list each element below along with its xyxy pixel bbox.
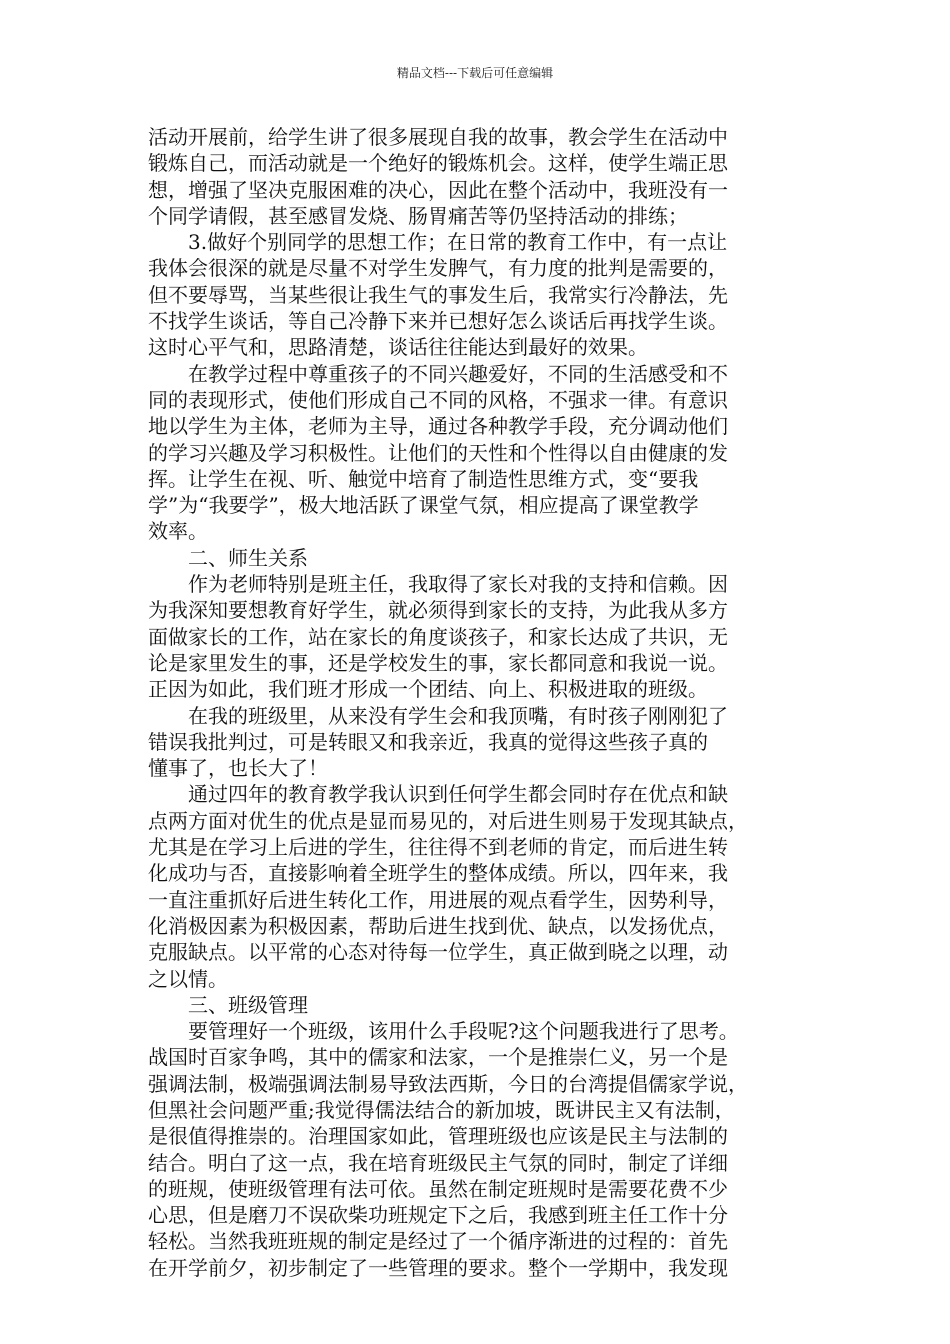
text-line: 尤其是在学习上后进的学生，往往得不到老师的肯定，而后进生转 xyxy=(148,835,728,860)
text-line: 学”为“我要学”，极大地活跃了课堂气氛，相应提高了课堂教学 xyxy=(148,493,699,518)
text-line: 是很值得推崇的。治理国家如此，管理班级也应该是民主与法制的 xyxy=(148,1124,728,1149)
text-line: 个同学请假，甚至感冒发烧、肠胃痛苦等仍坚持活动的排练； xyxy=(148,203,688,228)
text-line: 的学习兴趣及学习积极性。让他们的天性和个性得以自由健康的发 xyxy=(148,440,728,465)
text-line: 结合。明白了这一点，我在培育班级民主气氛的同时，制定了详细 xyxy=(148,1150,728,1175)
text-line: 懂事了，也长大了！ xyxy=(148,756,328,781)
text-line: 之以情。 xyxy=(148,966,228,991)
text-line: 要管理好一个班级，该用什么手段呢?这个问题我进行了思考。 xyxy=(188,1019,739,1044)
text-line: 在开学前夕，初步制定了一些管理的要求。整个一学期中，我发现 xyxy=(148,1255,728,1280)
text-line: 三、班级管理 xyxy=(188,992,308,1017)
text-line: 论是家里发生的事，还是学校发生的事，家长都同意和我说一说。 xyxy=(148,650,728,675)
text-line: 效率。 xyxy=(148,519,208,544)
text-line: 但不要辱骂，当某些很让我生气的事发生后，我常实行冷静法，先 xyxy=(148,282,728,307)
text-line: 化消极因素为积极因素，帮助后进生找到优、缺点，以发扬优点， xyxy=(148,913,728,938)
text-line: 的班规，使班级管理有法可依。虽然在制定班规时是需要花费不少 xyxy=(148,1176,728,1201)
document-body xyxy=(148,124,808,1281)
text-line: 这时心平气和，思路清楚，谈话往往能达到最好的效果。 xyxy=(148,335,648,360)
text-line: 想，增强了坚决克服困难的决心，因此在整个活动中，我班没有一 xyxy=(148,177,728,202)
text-line: 化成功与否，直接影响着全班学生的整体成绩。所以，四年来，我 xyxy=(148,861,728,886)
text-line: 但黑社会问题严重;我觉得儒法结合的新加坡，既讲民主又有法制， xyxy=(148,1097,735,1122)
text-line: 通过四年的教育教学我认识到任何学生都会同时存在优点和缺 xyxy=(188,782,728,807)
text-line: 为我深知要想教育好学生，就必须得到家长的支持，为此我从多方 xyxy=(148,598,728,623)
text-line: 3.做好个别同学的思想工作；在日常的教育工作中，有一点让 xyxy=(188,230,728,255)
text-line: 作为老师特别是班主任，我取得了家长对我的支持和信赖。因 xyxy=(188,572,728,597)
text-line: 不找学生谈话，等自己冷静下来并已想好怎么谈话后再找学生谈。 xyxy=(148,309,728,334)
text-line: 心思，但是磨刀不误砍柴功班规定下之后，我感到班主任工作十分 xyxy=(148,1203,728,1228)
text-line: 地以学生为主体，老师为主导，通过各种教学手段，充分调动他们 xyxy=(148,414,728,439)
text-line: 挥。让学生在视、听、触觉中培育了制造性思维方式，变“要我 xyxy=(148,466,699,491)
text-line: 正因为如此，我们班才形成一个团结、向上、积极进取的班级。 xyxy=(148,677,708,702)
text-line: 轻松。当然我班班规的制定是经过了一个循序渐进的过程的：首先 xyxy=(148,1229,728,1254)
text-line: 一直注重抓好后进生转化工作，用进展的观点看学生，因势利导， xyxy=(148,887,728,912)
text-line: 同的表现形式，使他们形成自己不同的风格，不强求一律。有意识 xyxy=(148,387,728,412)
text-line: 错误我批判过，可是转眼又和我亲近，我真的觉得这些孩子真的 xyxy=(148,729,708,754)
text-line: 强调法制，极端强调法制易导致法西斯，今日的台湾提倡儒家学说， xyxy=(148,1071,748,1096)
text-line: 锻炼自己，而活动就是一个绝好的锻炼机会。这样，使学生端正思 xyxy=(148,151,728,176)
text-line: 活动开展前，给学生讲了很多展现自我的故事，教会学生在活动中 xyxy=(148,125,728,149)
text-line: 我体会很深的就是尽量不对学生发脾气，有力度的批判是需要的， xyxy=(148,256,728,281)
text-line: 克服缺点。以平常的心态对待每一位学生，真正做到晓之以理，动 xyxy=(148,940,728,965)
text-line: 二、师生关系 xyxy=(188,545,308,570)
text-line: 战国时百家争鸣，其中的儒家和法家，一个是推崇仁义，另一个是 xyxy=(148,1045,728,1070)
text-line: 在我的班级里，从来没有学生会和我顶嘴，有时孩子刚刚犯了 xyxy=(188,703,728,728)
page-header: 精品文档---下载后可任意编辑 xyxy=(396,66,554,80)
text-line: 面做家长的工作，站在家长的角度谈孩子，和家长达成了共识，无 xyxy=(148,624,728,649)
text-line: 在教学过程中尊重孩子的不同兴趣爱好，不同的生活感受和不 xyxy=(188,361,728,386)
text-line: 点两方面对优生的优点是显而易见的，对后进生则易于发现其缺点， xyxy=(148,808,748,833)
